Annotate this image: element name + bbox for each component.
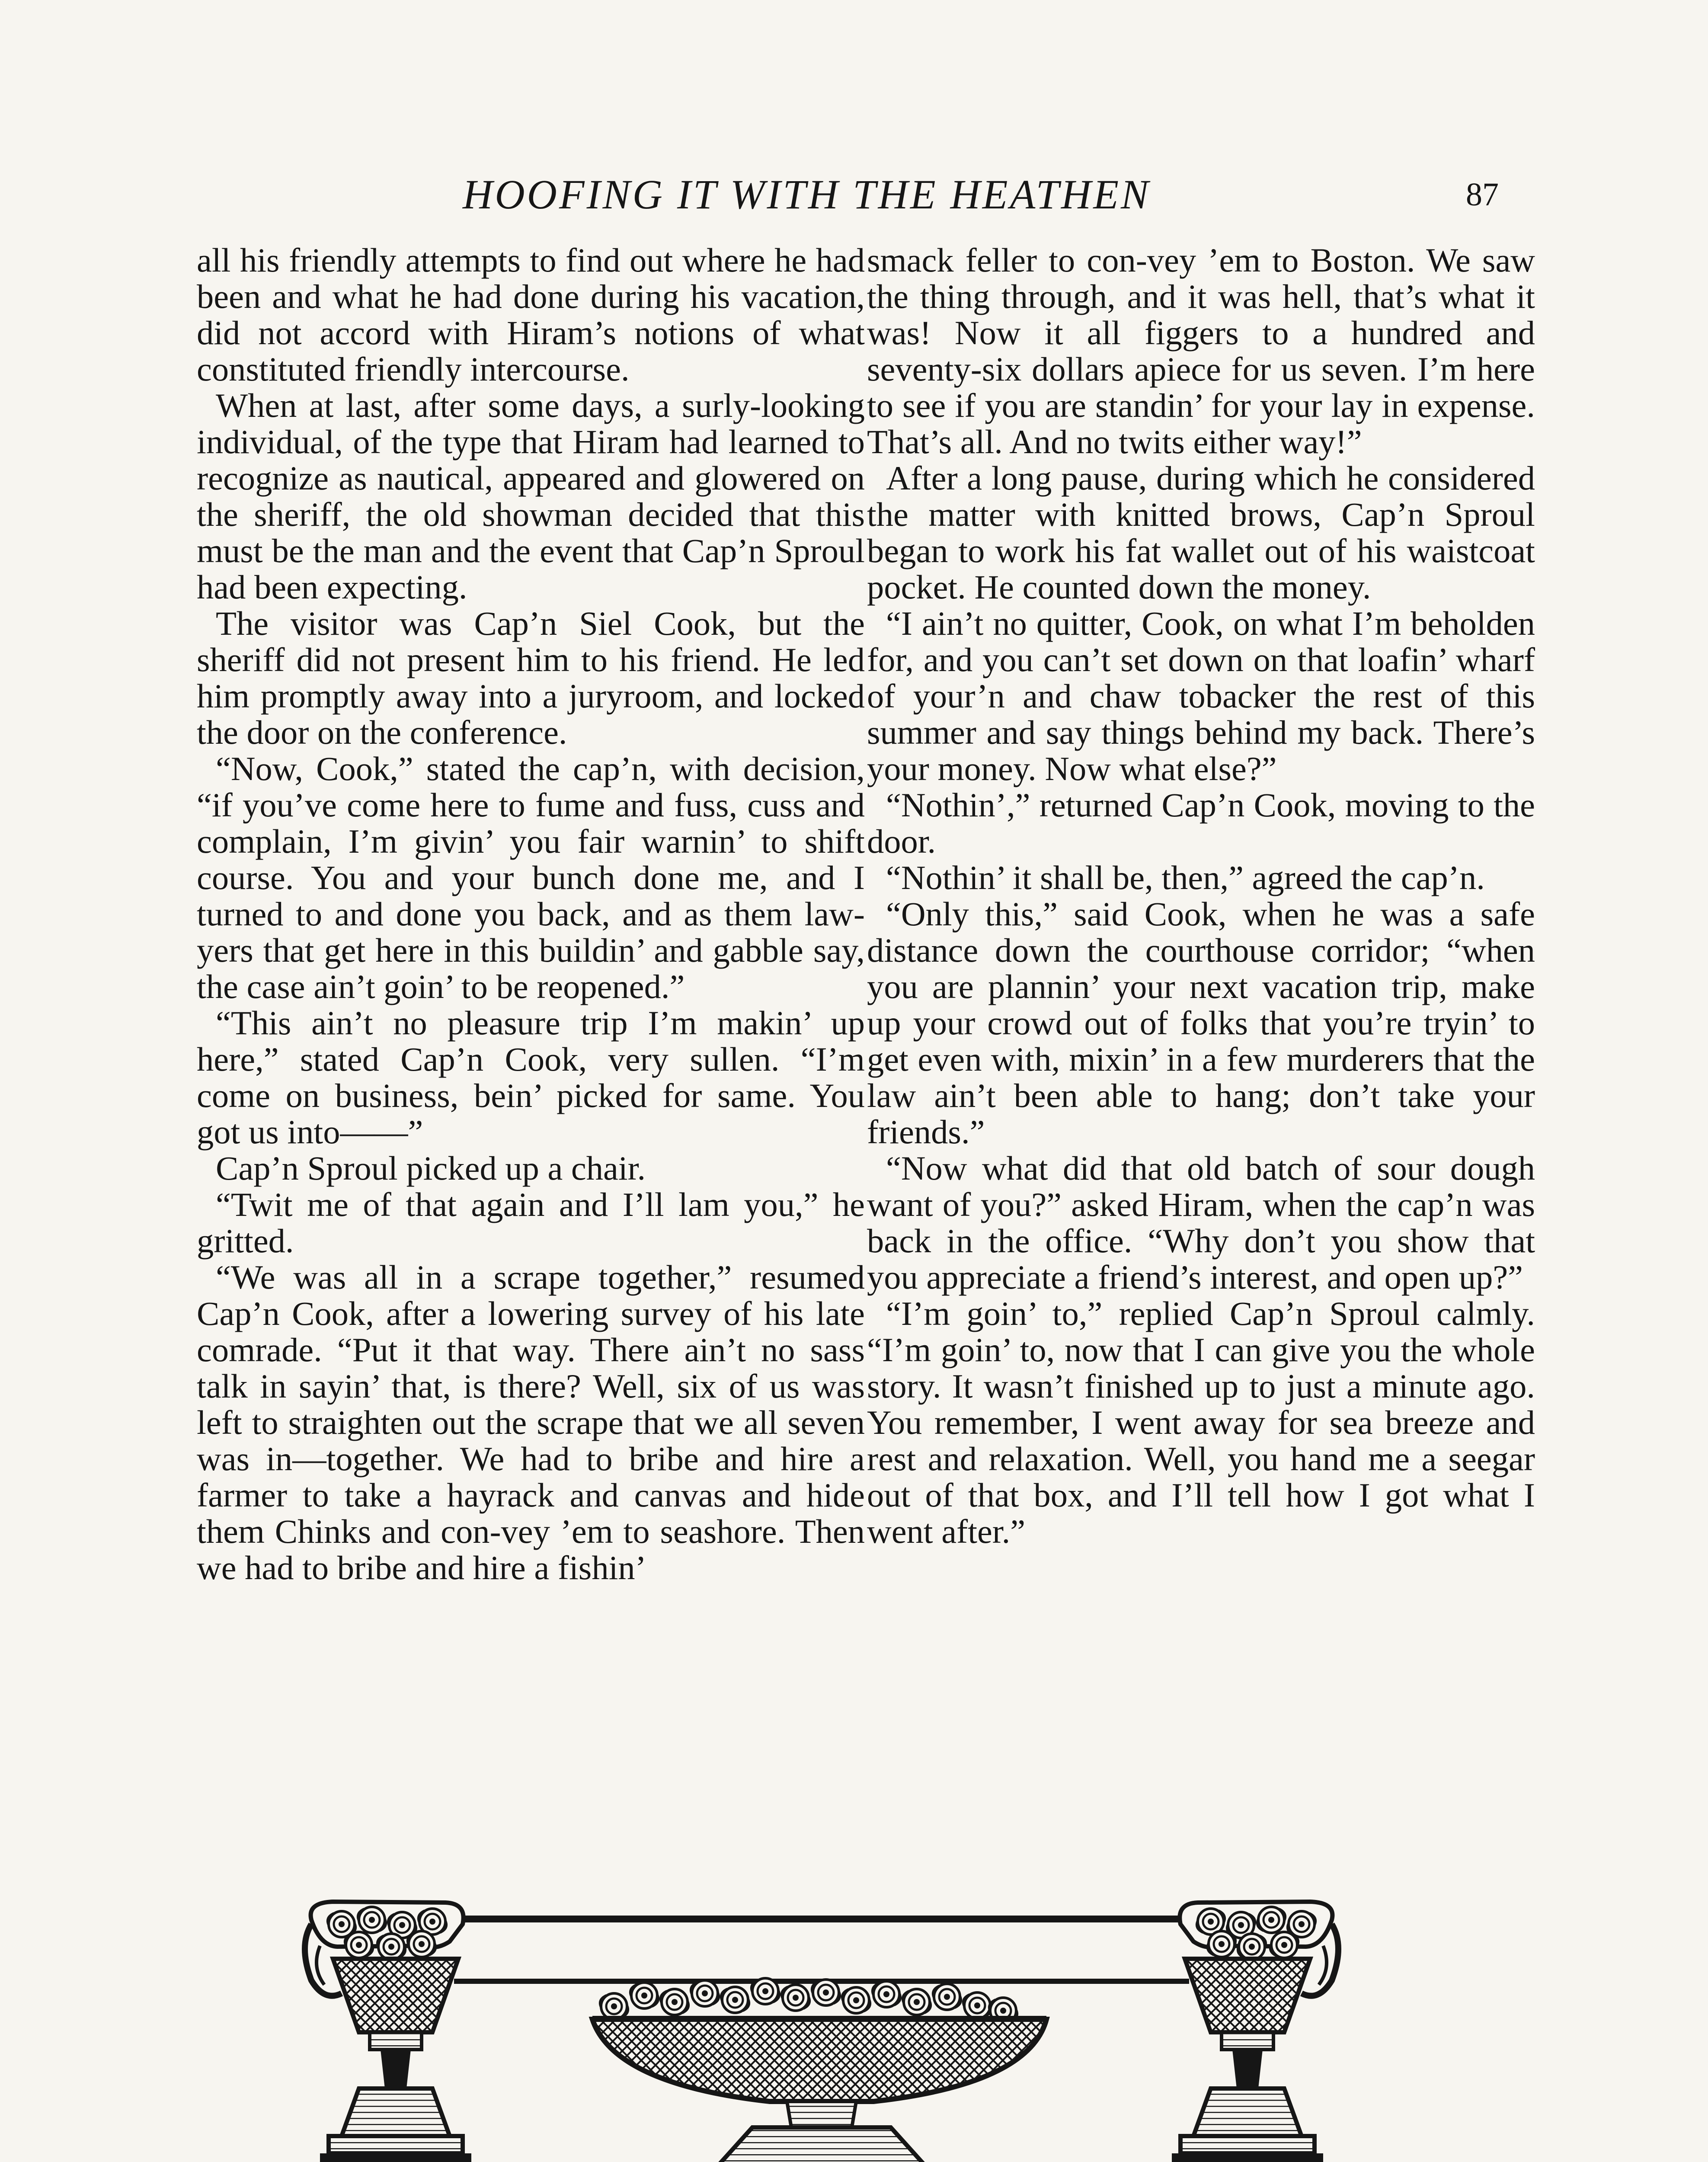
paragraph: “Twit me of that again and I’ll lam you,” he gritted. — [197, 1186, 865, 1260]
page-header — [0, 164, 1708, 225]
left-column — [197, 242, 865, 1586]
paragraph: “Now what did that old batch of sour dough want of you?” asked Hiram, when the cap’n was back in the office. “Why don’t you show that you appreciate a friend’s interest, and open up?” — [867, 1149, 1535, 1296]
paragraph: “Nothin’,” returned Cap’n Cook, moving to the door. — [867, 786, 1535, 860]
paragraph: “Only this,” said Cook, when he was a safe distance down the courthouse corridor; “when you are plannin’ your next vacation trip, make up your crowd out of folks that you’re tryin’ to get even with, mixin’ in a few murderers that the law ain’t been able to hang; don’t take your friends.” — [867, 895, 1535, 1151]
paragraph: “Now, Cook,” stated the cap’n, with decision, “if you’ve come here to fume and fuss, cuss and complain, I’m givin’ you fair warnin’ to shift course. You and your bunch done me, and I turned to and done you back, and as them lawyers that get here in this buildin’ and gabble say, the case ain’t goin’ to be reopened.” — [197, 750, 865, 1005]
paragraph: The visitor was Cap’n Siel Cook, but the sheriff did not present him to his friend. He led him promptly away into a juryroom, and locked the door on the conference. — [197, 604, 865, 751]
paragraph: Cap’n Sproul picked up a chair. — [216, 1149, 646, 1187]
paragraph: all his friendly attempts to find out where he had been and what he had done during his vacation, did not accord with Hiram’s notions of what constituted friendly intercourse. — [197, 241, 865, 388]
paragraph: “Nothin’ it shall be, then,” agreed the cap’n. — [886, 859, 1485, 896]
right-column — [867, 242, 1535, 1550]
paragraph: “I ain’t no quitter, Cook, on what I’m beholden for, and you can’t set down on that loafin’ wharf of your’n and chaw tobacker the rest of this summer and say things behind my back. There’s your money. Now what else?” — [867, 604, 1535, 787]
paragraph: “I’m goin’ to,” replied Cap’n Sproul calmly. “I’m goin’ to, now that I can give you the whole story. It wasn’t finished up to just a minute ago. You remember, I went away for sea breeze and rest and relaxation. Well, you hand me a seegar out of that box, and I’ll tell how I got what I went after.” — [867, 1295, 1535, 1550]
urn-and-flower-bowl-ornament-icon — [294, 1894, 1349, 2162]
paragraph: After a long pause, during which he considered the matter with knitted brows, Cap’n Sproul began to work his fat wallet out of his waistcoat pocket. He counted down the money. — [867, 459, 1535, 606]
right-urn-icon — [1172, 1902, 1338, 2162]
paragraph: “We was all in a scrape together,” resumed Cap’n Cook, after a lowering survey of his late comrade. “Put it that way. There ain’t no sass talk in sayin’ that, is there? Well, six of us was left to straighten out the scrape that we all seven was in—together. We had to bribe and hire a farmer to take a hayrack and canvas and hide them Chinks and con-vey ’em to seashore. Then we had to bribe and hire a fishin’ — [197, 1258, 865, 1586]
paragraph: “This ain’t no pleasure trip I’m makin’ up here,” stated Cap’n Cook, very sullen. “I’m come on business, bein’ picked for same. You got us into——” — [197, 1004, 865, 1151]
left-urn-icon — [305, 1902, 471, 2162]
center-flower-bowl-icon — [592, 1978, 1046, 2162]
paragraph: When at last, after some days, a surly-looking individual, of the type that Hiram had learned to recognize as nautical, appeared and glowered on the sheriff, the old showman decided that this must be the man and the event that Cap’n Sproul had been expecting. — [197, 387, 865, 606]
running-head: HOOFING IT WITH THE HEATHEN — [463, 171, 1151, 217]
paragraph: smack feller to con-vey ’em to Boston. We saw the thing through, and it was hell, that’s what it was! Now it all figgers to a hundred and seventy-six dollars apiece for us seven. I’m here to see if you are standin’ for your lay in expense. That’s all. And no twits either way!” — [867, 241, 1535, 461]
page-number: 87 — [1466, 176, 1499, 213]
